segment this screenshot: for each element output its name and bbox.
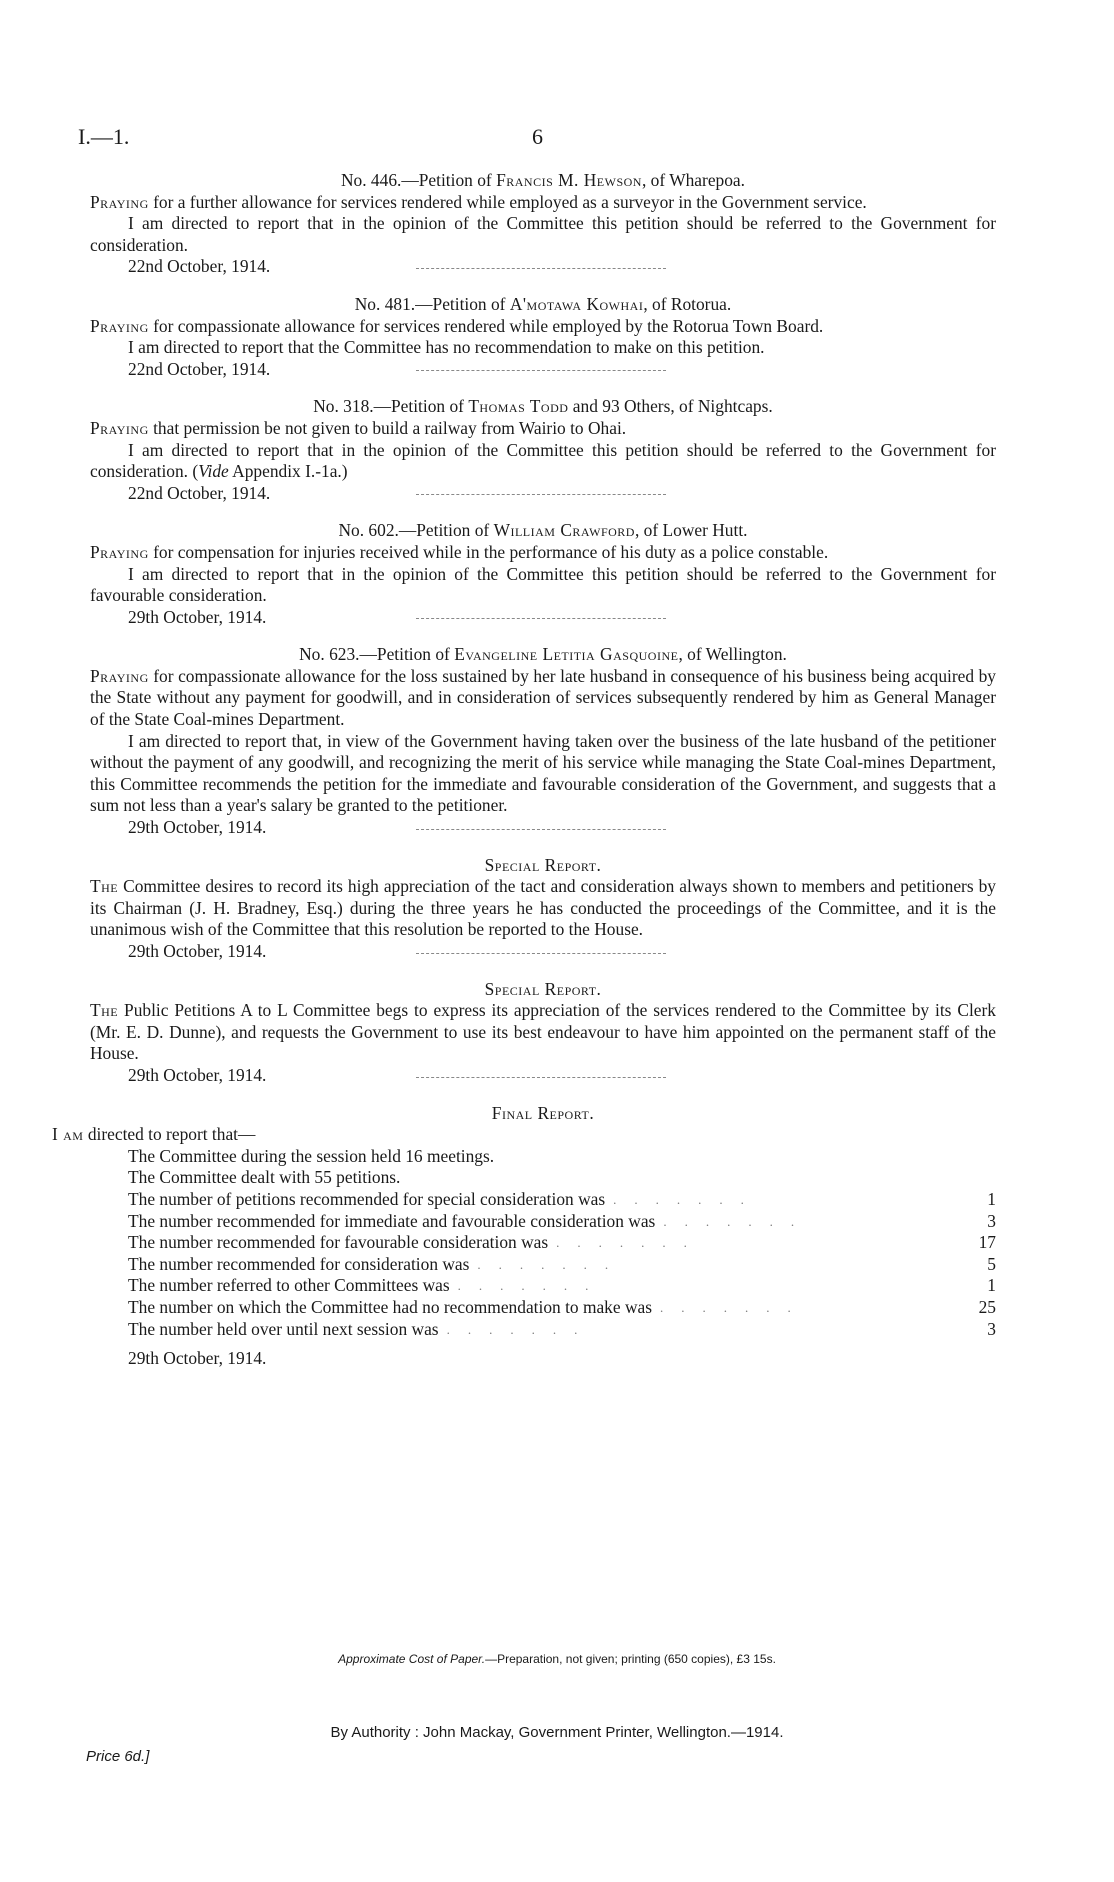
praying-paragraph: Praying for a further allowance for services rendered while employed as a surveyor in the Government service.: [90, 191, 867, 212]
stat-line: The number held over until next session was ....... 3: [128, 1318, 996, 1339]
stat-line: The number on which the Committee had no recommendation to make was ....... 25: [128, 1296, 996, 1317]
stat-line: The number recommended for consideration was ....... 5: [128, 1253, 996, 1274]
printer-authority: By Authority : John Mackay, Government Printer, Wellington.—1914.: [330, 1724, 784, 1741]
final-report-statistics: [90, 1146, 996, 1340]
report-paragraph: I am directed to report that in the opinion of the Committee this petition should be referred to the Government for consideration.: [90, 213, 996, 255]
cost-of-paper-note: Approximate Cost of Paper.—Preparation, not given; printing (650 copies), £3 15s.: [338, 1652, 776, 1666]
final-report: [52, 1102, 996, 1370]
report-date: 22nd October, 1914.: [128, 256, 271, 277]
report-paragraph: I am directed to report that in the opinion of the Committee this petition should be referred to the Government for consideration. (Vide Appendix I.-1a.): [90, 439, 996, 482]
report-date: 29th October, 1914.: [128, 817, 267, 838]
special-report-title: Special Report.: [484, 978, 602, 999]
praying-paragraph: Praying that permission be not given to build a railway from Wairio to Ohai.: [90, 417, 627, 438]
stat-line: The number of petitions recommended for special consideration was ....... 1: [128, 1188, 996, 1209]
praying-paragraph: Praying for compassionate allowance for services rendered while employed by the Rotorua Town Board.: [90, 315, 824, 336]
final-report-title: Final Report.: [491, 1102, 595, 1123]
special-report: [90, 978, 996, 1085]
petition-heading: No. 318.—Petition of Thomas Todd and 93 Others, of Nightcaps.: [313, 396, 773, 417]
report-date: 29th October, 1914.: [128, 606, 267, 627]
report-paragraph: I am directed to report that the Committee has no recommendation to make on this petition.: [128, 337, 765, 358]
special-report-title: Special Report.: [484, 854, 602, 875]
stat-line: The number recommended for favourable consideration was ....... 17: [128, 1232, 996, 1253]
report-date: 29th October, 1914.: [128, 941, 267, 961]
special-report-text: The Public Petitions A to L Committee begs to express its appreciation of the services rendered to the Committee by its Clerk (Mr. E. D. Dunne), and requests the Government to use its best endeavour to have him appointed on the permanent staff of the House.: [90, 1000, 996, 1064]
petition-entry: [90, 170, 996, 277]
report-date: 29th October, 1914.: [128, 1064, 267, 1085]
report-paragraph: I am directed to report that, in view of the Government having taken over the business of the late husband of the petitioner without the payment of any goodwill, and recognizing the merit of his service while managing the State Coal-mines Department, this Committee recommends the petition for the immediate and favourable consideration of the Government, and suggests that a sum not less than a year's salary be granted to the petitioner.: [90, 730, 996, 816]
final-report-lead: I am directed to report that—: [52, 1124, 256, 1145]
petition-entry: [90, 293, 996, 379]
petition-heading: No. 602.—Petition of William Crawford, of Lower Hutt.: [338, 520, 748, 541]
special-report: [90, 854, 996, 961]
report-date: 29th October, 1914.: [128, 1348, 267, 1369]
praying-paragraph: Praying for compensation for injuries received while in the performance of his duty as a police constable.: [90, 541, 829, 562]
report-date: 22nd October, 1914.: [128, 482, 271, 503]
page-content: [52, 170, 996, 1370]
petition-heading: No. 623.—Petition of Evangeline Letitia Gasquoine, of Wellington.: [299, 644, 787, 665]
stat-line: The number referred to other Committees was ....... 1: [128, 1275, 996, 1296]
document-reference: I.—1.: [78, 124, 130, 149]
petition-entry: [90, 396, 996, 503]
report-paragraph: I am directed to report that in the opinion of the Committee this petition should be referred to the Government for favourable consideration.: [90, 563, 996, 606]
price-label: Price 6d.]: [86, 1748, 150, 1765]
stat-line: The Committee dealt with 55 petitions.: [128, 1167, 401, 1188]
report-date: 22nd October, 1914.: [128, 358, 271, 379]
stat-line: The number recommended for immediate and favourable consideration was ....... 3: [128, 1210, 996, 1231]
stat-line: The Committee during the session held 16 meetings.: [128, 1145, 495, 1166]
petition-heading: No. 446.—Petition of Francis M. Hewson, of Wharepoa.: [340, 170, 745, 190]
petition-entry: [90, 644, 996, 838]
page-number: 6: [532, 124, 543, 149]
petition-heading: No. 481.—Petition of A'motawa Kowhai, of Rotorua.: [354, 293, 732, 314]
special-report-text: The Committee desires to record its high appreciation of the tact and consideration always shown to members and petitioners by its Chairman (J. H. Bradney, Esq.) during the three years he has conducted the proceedings of the Committee, and it is the unanimous wish of the Committee that this resolution be reported to the House.: [90, 876, 996, 940]
praying-paragraph: Praying for compassionate allowance for the loss sustained by her late husband in consequence of his business being acquired by the State without any payment for goodwill, and in consideration of services subsequently rendered by him as General Manager of the State Coal-mines Department.: [90, 665, 996, 730]
petition-entry: [90, 520, 996, 627]
